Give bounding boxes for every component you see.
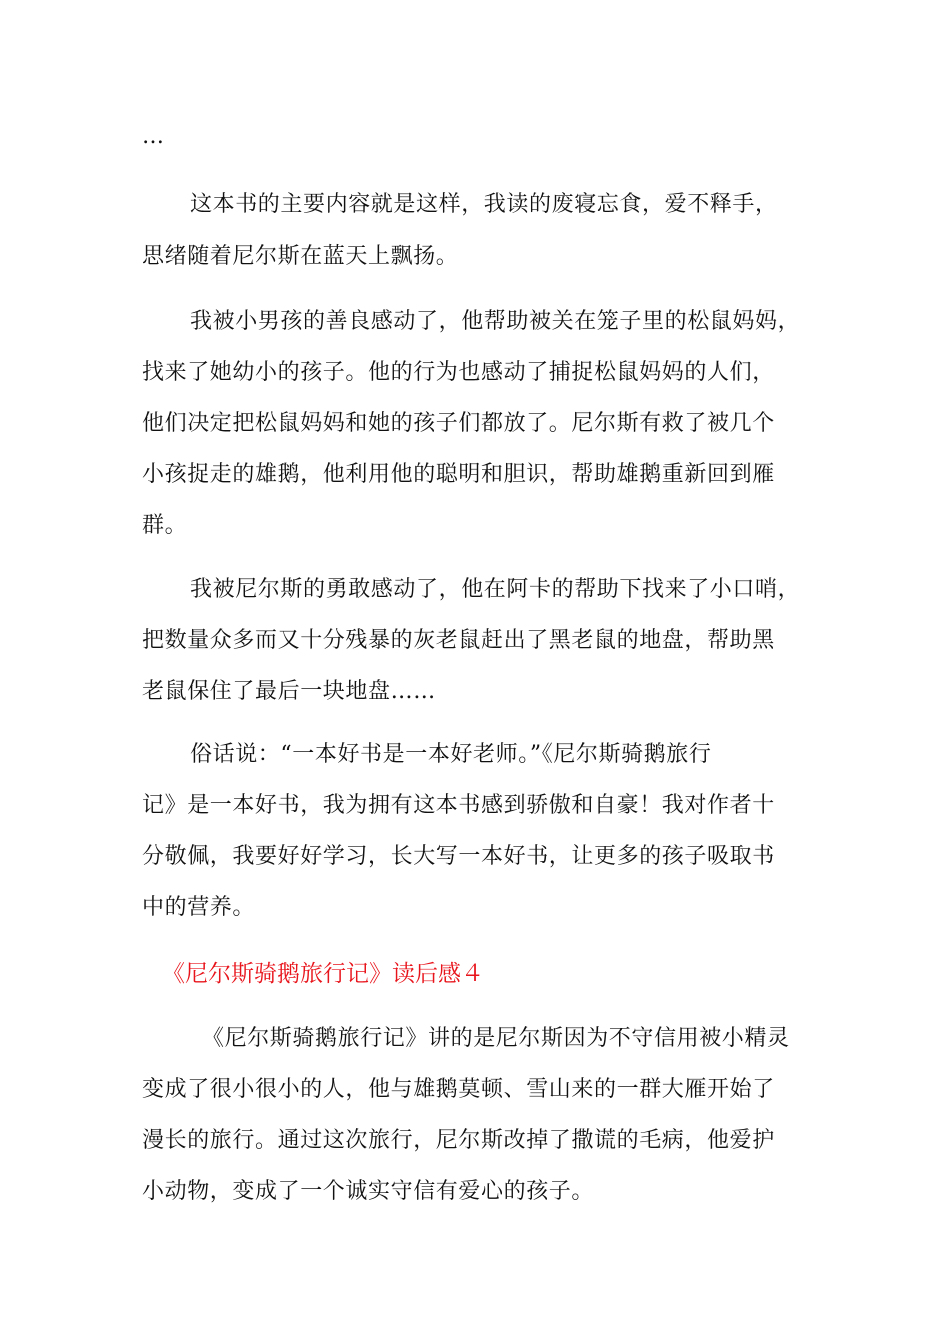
- paragraph-line: 他们决定把松鼠妈妈和她的孩子们都放了。尼尔斯有救了被几个: [142, 411, 775, 436]
- paragraph-line: 把数量众多而又十分残暴的灰老鼠赶出了黑老鼠的地盘，帮助黑: [142, 628, 775, 653]
- paragraph-line: 漫长的旅行。通过这次旅行，尼尔斯改掉了撒谎的毛病，他爱护: [142, 1128, 775, 1153]
- section-heading: 《尼尔斯骑鹅旅行记》读后感４: [162, 961, 484, 987]
- paragraph-line: 小动物，变成了一个诚实守信有爱心的孩子。: [142, 1179, 595, 1204]
- paragraph-line: 小孩捉走的雄鹅，他利用他的聪明和胆识，帮助雄鹅重新回到雁: [142, 462, 775, 487]
- paragraph-line: 找来了她幼小的孩子。他的行为也感动了捕捉松鼠妈妈的人们，: [142, 360, 775, 385]
- paragraph-line: 群。: [142, 513, 188, 538]
- paragraph-line: 我被尼尔斯的勇敢感动了，他在阿卡的帮助下找来了小口哨，: [190, 577, 801, 602]
- paragraph-line: 变成了很小很小的人，他与雄鹅莫顿、雪山来的一群大雁开始了: [142, 1077, 775, 1102]
- paragraph-line: 思绪随着尼尔斯在蓝天上飘扬。: [142, 244, 459, 269]
- paragraph-line: 老鼠保住了最后一块地盘……: [142, 679, 436, 704]
- paragraph-line: 《尼尔斯骑鹅旅行记》讲的是尼尔斯因为不守信用被小精灵: [202, 1026, 790, 1051]
- paragraph-line: 记》是一本好书，我为拥有这本书感到骄傲和自豪！我对作者十: [142, 793, 775, 818]
- ellipsis-line: …: [142, 124, 165, 149]
- paragraph-line: 俗话说：“一本好书是一本好老师。”《尼尔斯骑鹅旅行: [190, 742, 712, 767]
- paragraph-line: 分敬佩，我要好好学习，长大写一本好书，让更多的孩子吸取书: [142, 844, 775, 869]
- paragraph-line: 这本书的主要内容就是这样，我读的废寝忘食，爱不释手，: [190, 192, 778, 217]
- paragraph-line: 中的营养。: [142, 895, 256, 920]
- paragraph-line: 我被小男孩的善良感动了，他帮助被关在笼子里的松鼠妈妈，: [190, 309, 801, 334]
